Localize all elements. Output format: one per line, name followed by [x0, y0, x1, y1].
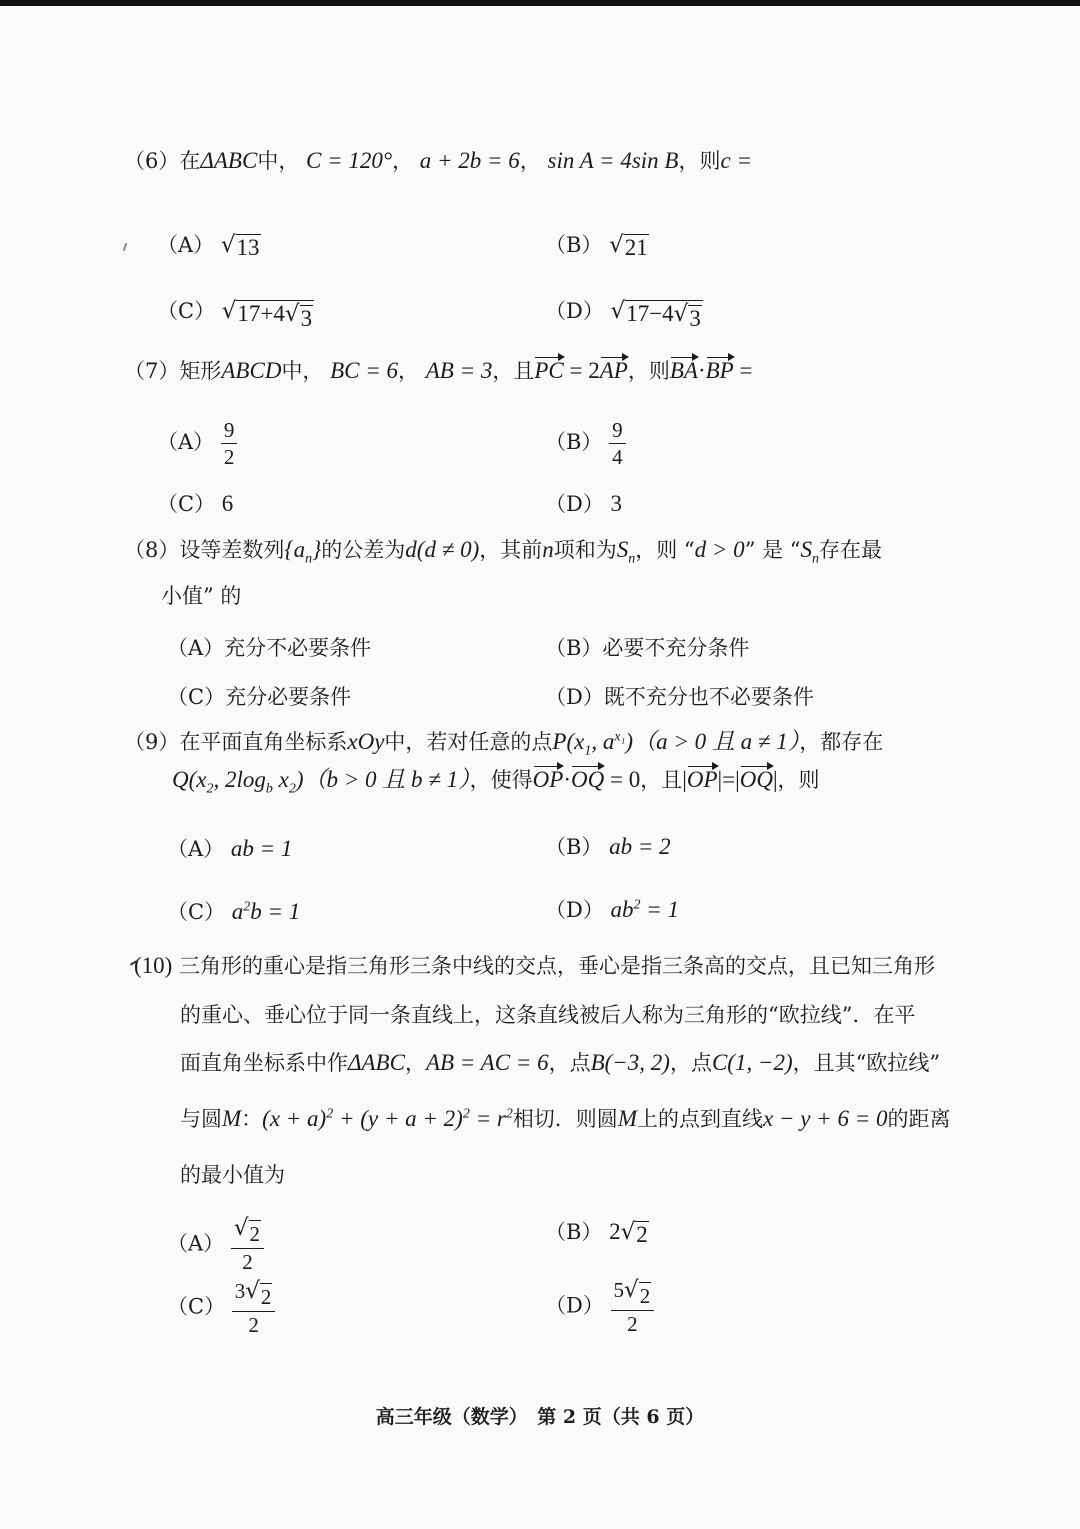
q8-option-c: （C）充分必要条件	[167, 685, 352, 709]
q10-stem-line1: (10) 三角形的重心是指三角形三条中线的交点，垂心是指三条高的交点，且已知三角形	[134, 953, 936, 978]
q7-option-d: （D） 3	[545, 491, 623, 516]
vector-pc: PC	[534, 356, 563, 386]
fraction: $\frac{9}{2}$	[221, 418, 238, 469]
vector-ba: BA	[670, 356, 698, 386]
vector-ap: AP	[600, 356, 628, 386]
fraction: √ 2 2	[231, 1216, 264, 1274]
sqrt: √ 21	[609, 232, 648, 260]
fraction: 5 √ 2 2	[611, 1278, 655, 1336]
q6-option-d: （D） √ 17−4 √ 3	[545, 298, 701, 331]
q9-option-b: （B） ab = 2	[545, 834, 671, 859]
q8-option-a: （A）充分不必要条件	[167, 636, 372, 660]
q9-stem-line1: （9）在平面直角坐标系xOy中，若对任意的点$P(x_1$, $a^{x_1})(a > 0$ 且 a ≠ 1），都存在	[124, 729, 884, 759]
page-footer: 高三年级（数学） 第 2 页（共 6 页）	[375, 1406, 705, 1428]
q10-stem-line5: 的最小值为	[180, 1163, 285, 1187]
q7-stem: （7）矩形ABCD中， BC = 6， AB = 3，且PC = 2AP，则BA·BP =	[124, 356, 752, 386]
q9-option-a: （A） ab = 1	[167, 836, 293, 861]
q8-option-d: （D）既不充分也不必要条件	[545, 685, 814, 709]
vector-bp: BP	[706, 356, 734, 386]
q10-option-c: （C） 3 √ 2 2	[167, 1279, 275, 1337]
q9-option-d: （D） $ab^2 = 1$	[545, 897, 680, 922]
q8-stem-line2: 小值” 的	[161, 584, 242, 608]
vector-oq: OQ	[740, 765, 773, 795]
scan-mark	[123, 243, 128, 251]
q10-stem-line2: 的重心、垂心位于同一条直线上，这条直线被后人称为三角形的“欧拉线”．在平	[180, 1003, 916, 1027]
q10-option-a: （A） √ 2 2	[167, 1216, 264, 1274]
q10-stem-line4: 与圆M：$(x + a)^2 + (y + a + 2)^2 = r^2$相切．则圆M上的点到直线x − y + 6 = 0的距离	[180, 1106, 951, 1131]
q6-option-a: （A） √ 13	[157, 232, 260, 260]
q7-option-c: （C） 6	[157, 491, 234, 516]
q10-option-b: （B） 2 √ 2	[545, 1219, 648, 1247]
q7-option-a: （A） $\frac{9}{2}$	[157, 418, 237, 469]
sqrt: √ 17−4 √ 3	[610, 298, 701, 331]
fraction: $\frac{9}{4}$	[609, 418, 626, 469]
q8-option-b: （B）必要不充分条件	[545, 636, 750, 660]
vector-op: OP	[533, 765, 564, 795]
q9-stem-line2: $Q(x_2$, $2\log_b$ $x_2)(b > 0$ 且 b ≠ 1），使得OP·OQ = 0，且|OP|=|OQ|，则	[172, 767, 820, 797]
q6-stem: （6）在ΔABC中， C = 120°， a + 2b = 6， sin A = 4sin B，则c =	[124, 148, 752, 173]
page-top-edge	[0, 0, 1080, 6]
q7-option-b: （B） $\frac{9}{4}$	[545, 418, 626, 469]
q9-option-c: （C） $a^2b = 1$	[167, 899, 301, 924]
fraction: 3 √ 2 2	[232, 1279, 276, 1337]
vector-op: OP	[687, 765, 718, 795]
q10-option-d: （D） 5 √ 2 2	[545, 1278, 654, 1336]
sqrt: √ 2	[620, 1219, 648, 1247]
q6-option-b: （B） √ 21	[545, 232, 648, 260]
q10-stem-line3: 面直角坐标系中作ΔABC，AB = AC = 6，点B(−3, 2)，点C(1, −2)，且其“欧拉线”	[180, 1050, 941, 1075]
q8-stem-line1: （8）设等差数列$\{a_n\}$的公差为d(d ≠ 0)，其前n项和为$S_n$，则 “d > 0” 是 “$S_n$存在最	[124, 537, 883, 567]
sqrt: √ 13	[220, 232, 260, 260]
q6-option-c: （C） √ 17+4 √ 3	[157, 298, 313, 331]
vector-oq: OQ	[571, 765, 604, 795]
sqrt: √ 17+4 √ 3	[221, 298, 313, 331]
